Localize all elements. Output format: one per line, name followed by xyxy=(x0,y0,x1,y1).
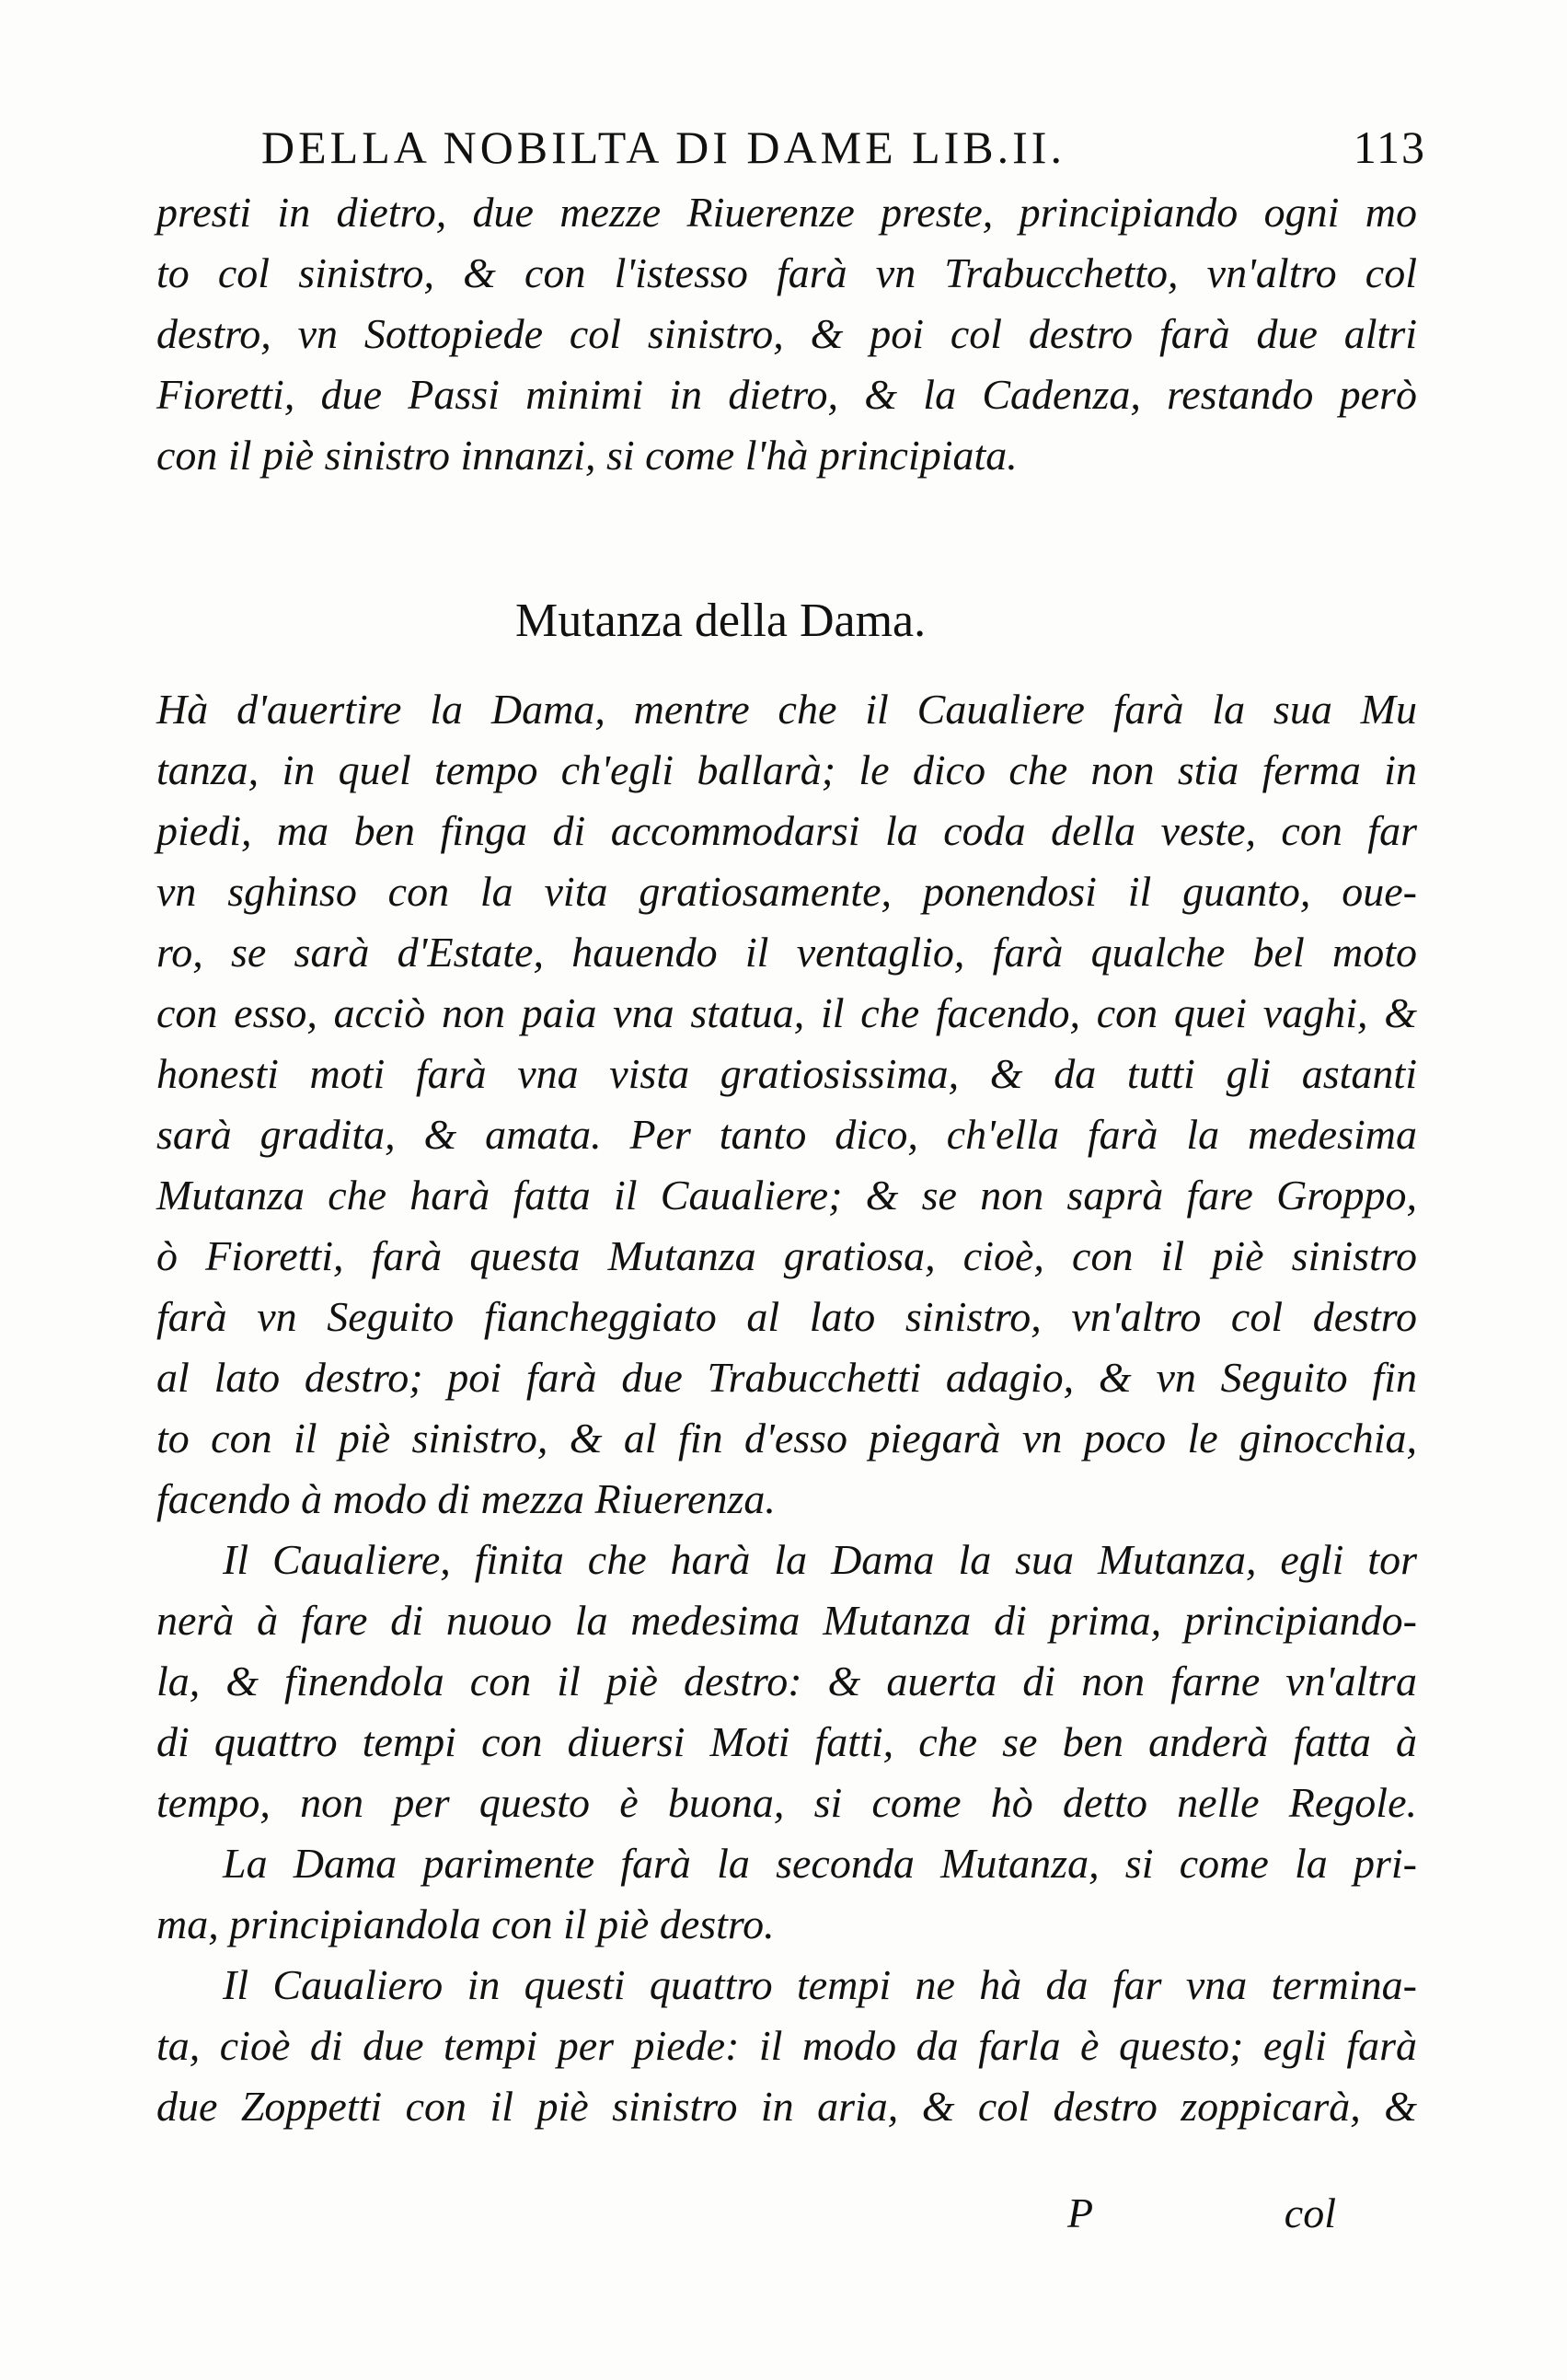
text-line-dropcap: Hà d'auertire la Dama, mentre che il Caualiere farà la sua Mu xyxy=(156,686,1417,733)
paragraph-continuation xyxy=(156,182,1417,486)
text-line: piedi, ma ben finga di accommodarsi la coda della veste, con far xyxy=(156,807,1417,854)
text-line: ro, se sarà d'Estate, hauendo il ventaglio, farà qualche bel moto xyxy=(156,929,1417,976)
text-line: con esso, acciò non paia vna statua, il che facendo, con quei vaghi, & xyxy=(156,989,1417,1036)
text-line: sarà gradita, & amata. Per tanto dico, ch'ella farà la medesima xyxy=(156,1111,1417,1158)
text-line: ò Fioretti, farà questa Mutanza gratiosa, cioè, con il piè sinistro xyxy=(156,1232,1417,1279)
text-line: ma, principiandola con il piè destro. xyxy=(156,1901,775,1947)
signature-mark: P xyxy=(1067,2189,1094,2236)
text-line: tempo, non per questo è buona, si come hò detto nelle Regole. xyxy=(156,1779,1417,1826)
text-line: al lato destro; poi farà due Trabucchetti adagio, & vn Seguito fin xyxy=(156,1354,1417,1401)
text-line: ta, cioè di due tempi per piede: il modo da farla è questo; egli farà xyxy=(156,2022,1417,2069)
text-line: nerà à fare di nuouo la medesima Mutanza di prima, principiando- xyxy=(156,1597,1417,1644)
text-line: con il piè sinistro innanzi, si come l'hà principiata. xyxy=(156,432,1018,479)
text-line: Fioretti, due Passi minimi in dietro, & la Cadenza, restando però xyxy=(156,371,1417,418)
text-line: farà vn Seguito fiancheggiato al lato sinistro, vn'altro col destro xyxy=(156,1293,1417,1340)
text-line: honesti moti farà vna vista gratiosissima, & da tutti gli astanti xyxy=(156,1050,1417,1097)
text-line: di quattro tempi con diuersi Moti fatti, che se ben anderà fatta à xyxy=(156,1718,1417,1765)
running-head xyxy=(248,110,1426,184)
page-number: 113 xyxy=(1353,121,1426,173)
text-line: Il Caualiero in questi quattro tempi ne hà da far vna termina- xyxy=(223,1961,1417,2008)
text-line: presti in dietro, due mezze Riuerenze preste, principiando ogni mo xyxy=(156,189,1417,236)
text-line: Mutanza che harà fatta il Caualiere; & se non saprà fare Groppo, xyxy=(156,1172,1417,1219)
catchword-row xyxy=(1067,2189,1343,2253)
text-line: la, & finendola con il piè destro: & auerta di non farne vn'altra xyxy=(156,1658,1417,1704)
main-text xyxy=(156,679,1417,2137)
text-line: tanza, in quel tempo ch'egli ballarà; le dico che non stia ferma in xyxy=(156,746,1417,793)
text-line: to con il piè sinistro, & al fin d'esso piegarà vn poco le ginocchia, xyxy=(156,1415,1417,1462)
text-line: due Zoppetti con il piè sinistro in aria, & col destro zoppicarà, & xyxy=(156,2083,1417,2130)
text-line: La Dama parimente farà la seconda Mutanza, si come la pri- xyxy=(223,1840,1417,1887)
section-heading: Mutanza della Dama. xyxy=(515,595,927,647)
catchword: col xyxy=(1284,2189,1336,2236)
running-head-title: DELLA NOBILTA DI DAME LIB.II. xyxy=(261,121,1066,173)
text-line: vn sghinso con la vita gratiosamente, ponendosi il guanto, oue- xyxy=(156,868,1417,915)
text-line: to col sinistro, & con l'istesso farà vn Trabucchetto, vn'altro col xyxy=(156,249,1417,296)
text-line: facendo à modo di mezza Riuerenza. xyxy=(156,1475,776,1522)
text-line: destro, vn Sottopiede col sinistro, & poi col destro farà due altri xyxy=(156,310,1417,357)
text-line: Il Caualiere, finita che harà la Dama la sua Mutanza, egli tor xyxy=(223,1536,1417,1583)
